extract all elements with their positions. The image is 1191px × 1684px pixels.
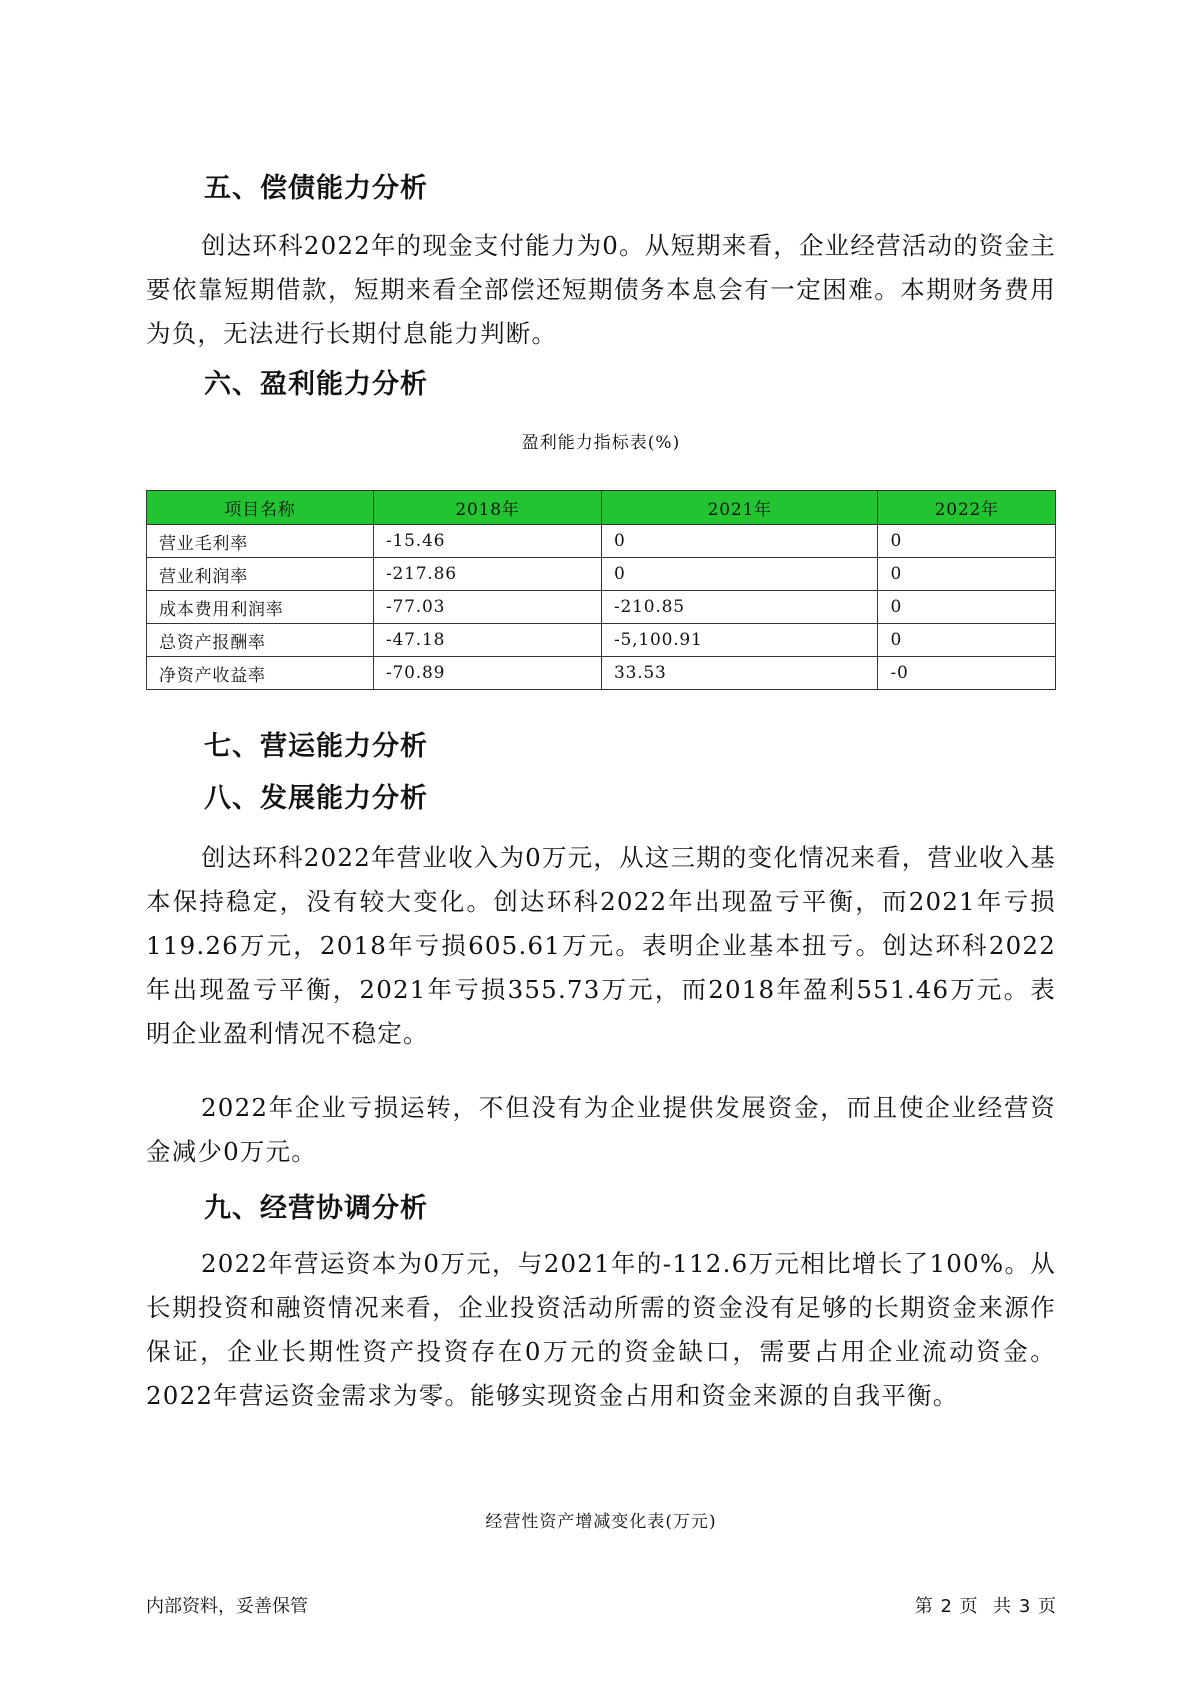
table-cell: -210.85 — [601, 591, 877, 624]
table-cell: 营业毛利率 — [147, 525, 374, 558]
table-cell: -77.03 — [374, 591, 602, 624]
table-cell: -15.46 — [374, 525, 602, 558]
section-heading-development: 八、发展能力分析 — [204, 783, 428, 814]
table-cell: 总资产报酬率 — [147, 624, 374, 657]
section-heading-profitability: 六、盈利能力分析 — [204, 369, 428, 400]
table-cell: 0 — [878, 525, 1056, 558]
footer-confidential-note: 内部资料，妥善保管 — [146, 1596, 308, 1617]
profitability-table-caption: 盈利能力指标表(%) — [521, 433, 681, 453]
footer-page-number: 第 2 页 共 3 页 — [914, 1596, 1056, 1617]
table-row — [147, 624, 1056, 657]
table-header-cell: 2018年 — [374, 491, 602, 525]
table-row — [147, 525, 1056, 558]
table-cell: 33.53 — [601, 657, 877, 690]
table-header-cell: 2022年 — [878, 491, 1056, 525]
table-cell: 营业利润率 — [147, 558, 374, 591]
table-cell: 成本费用利润率 — [147, 591, 374, 624]
coordination-paragraph: 2022年营运资本为0万元，与2021年的-112.6万元相比增长了100%。从长期投资和融资情况来看，企业投资活动所需的资金没有足够的长期资金来源作保证，企业长期性资产投资存在0万元的资金缺口，需要占用企业流动资金。2022年营运资金需求为零。能够实现资金占用和资金来源的自我平衡。 — [146, 1249, 1056, 1410]
asset-change-table-caption: 经营性资产增减变化表(万元) — [485, 1512, 717, 1532]
table-row — [147, 558, 1056, 591]
table-cell: -0 — [878, 657, 1056, 690]
solvency-paragraph: 创达环科2022年的现金支付能力为0。从短期来看，企业经营活动的资金主要依靠短期借款，短期来看全部偿还短期债务本息会有一定困难。本期财务费用为负，无法进行长期付息能力判断。 — [146, 231, 1056, 348]
table-cell: -5,100.91 — [601, 624, 877, 657]
table-cell: 0 — [878, 558, 1056, 591]
table-header-row — [147, 491, 1056, 525]
development-paragraph-1: 创达环科2022年营业收入为0万元，从这三期的变化情况来看，营业收入基本保持稳定，没有较大变化。创达环科2022年出现盈亏平衡，而2021年亏损119.26万元，2018年亏损605.61万元。表明企业基本扭亏。创达环科2022年出现盈亏平衡，2021年亏损355.73万元，而2018年盈利551.46万元。表明企业盈利情况不稳定。 — [146, 843, 1056, 1048]
section-heading-solvency: 五、偿债能力分析 — [204, 173, 428, 204]
table-cell: -47.18 — [374, 624, 602, 657]
table-cell: 0 — [601, 525, 877, 558]
table-cell: -217.86 — [374, 558, 602, 591]
table-row — [147, 591, 1056, 624]
table-row — [147, 657, 1056, 690]
table-header-cell: 2021年 — [601, 491, 877, 525]
section-heading-coordination: 九、经营协调分析 — [204, 1193, 428, 1224]
section-heading-operating: 七、营运能力分析 — [204, 731, 428, 762]
table-cell: 净资产收益率 — [147, 657, 374, 690]
table-cell: 0 — [878, 591, 1056, 624]
table-cell: 0 — [878, 624, 1056, 657]
table-cell: -70.89 — [374, 657, 602, 690]
table-header-cell: 项目名称 — [147, 491, 374, 525]
development-paragraph-2: 2022年企业亏损运转，不但没有为企业提供发展资金，而且使企业经营资金减少0万元。 — [146, 1093, 1056, 1166]
profitability-table — [146, 490, 1056, 690]
table-cell: 0 — [601, 558, 877, 591]
